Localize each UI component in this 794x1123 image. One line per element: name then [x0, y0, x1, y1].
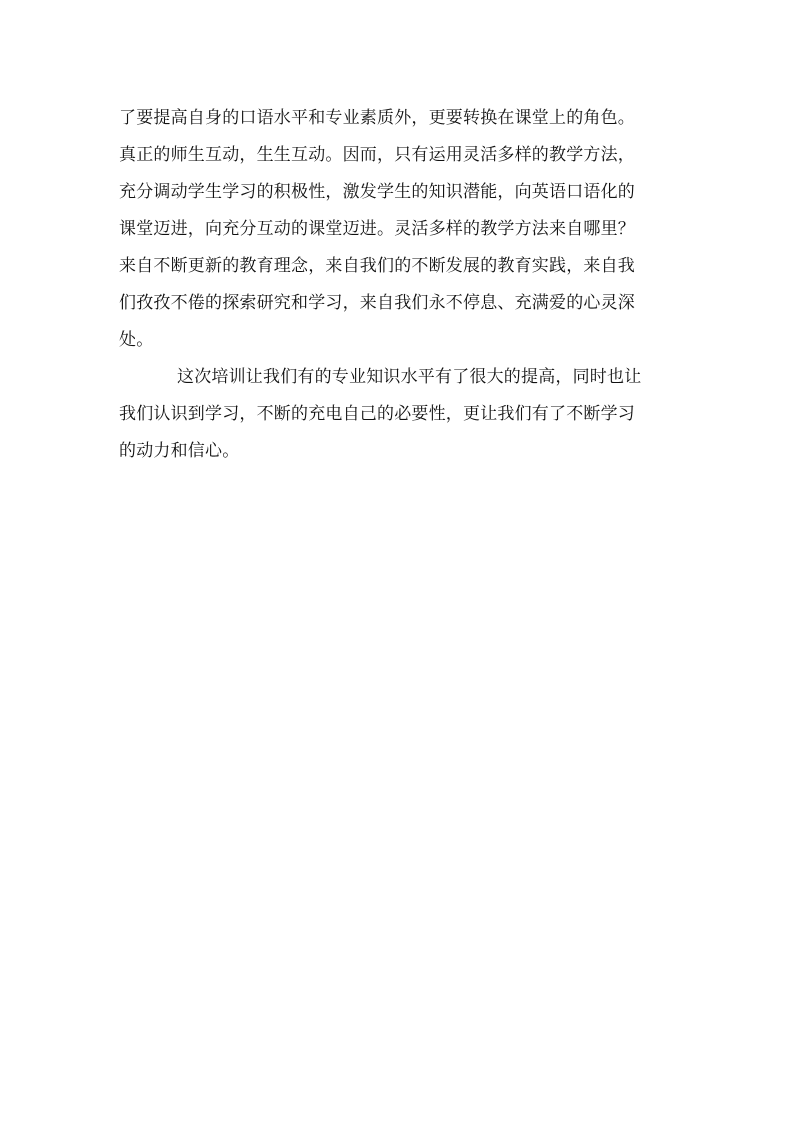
- paragraph-2: [119, 359, 689, 470]
- text-line: 了要提高自身的口语水平和专业素质外，更要转换在课堂上的角色。: [119, 108, 635, 128]
- text-line: 处。: [119, 330, 154, 350]
- text-line: 们孜孜不倦的探索研究和学习，来自我们永不停息、充满爱的心灵深: [119, 293, 635, 313]
- text-line: 的动力和信心。: [119, 441, 240, 461]
- document-body: [119, 100, 689, 470]
- text-line: 来自不断更新的教育理念，来自我们的不断发展的教育实践，来自我: [119, 256, 635, 276]
- text-line: 充分调动学生学习的积极性，激发学生的知识潜能，向英语口语化的: [119, 182, 635, 202]
- text-line: 这次培训让我们有的专业知识水平有了很大的提高，同时也让: [177, 367, 642, 387]
- text-line: 我们认识到学习，不断的充电自己的必要性，更让我们有了不断学习: [119, 404, 635, 424]
- paragraph-1: [119, 100, 689, 359]
- text-line: 真正的师生互动，生生互动。因而，只有运用灵活多样的教学方法，: [119, 145, 635, 165]
- text-line: 课堂迈进，向充分互动的课堂迈进。灵活多样的教学方法来自哪里？: [119, 219, 635, 239]
